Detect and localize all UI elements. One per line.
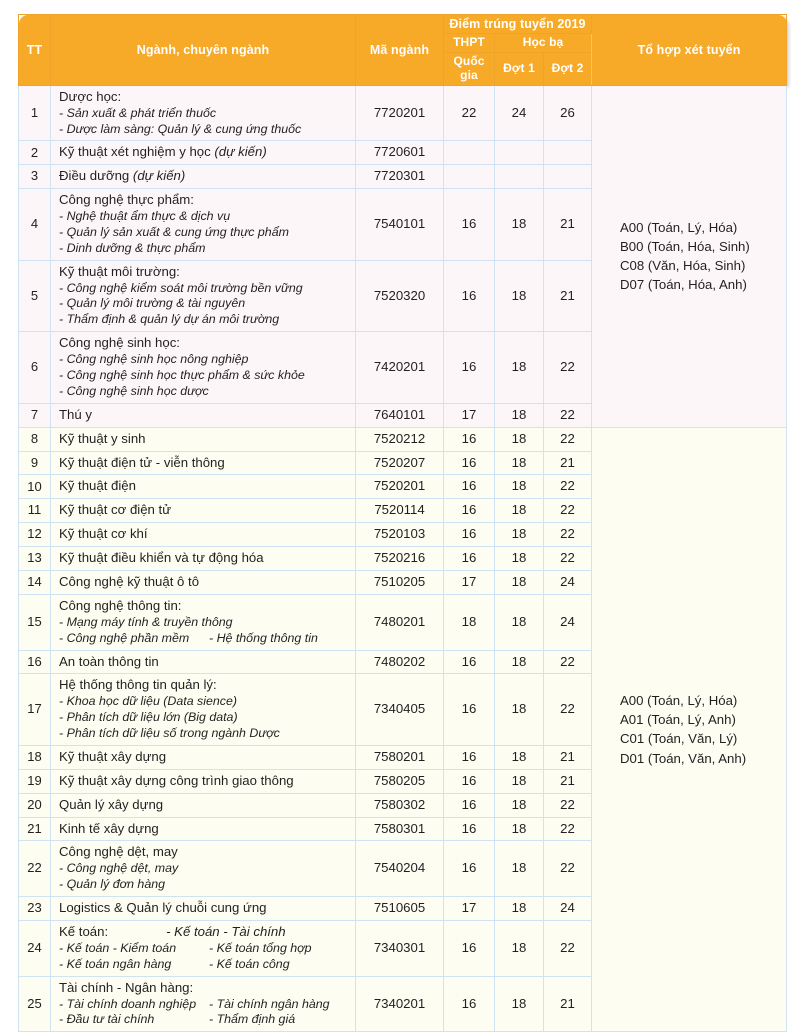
cell-tt: 8 — [19, 427, 51, 451]
cell-tt: 19 — [19, 769, 51, 793]
cell-major — [51, 499, 356, 523]
cell-dot1: 18 — [495, 332, 544, 404]
cell-dot2: 22 — [544, 793, 592, 817]
specialisation-item: - Công nghệ dệt, may — [59, 861, 179, 876]
cell-thpt: 16 — [444, 189, 495, 261]
specialisation-list — [59, 997, 351, 1029]
major-title: Dược học: — [59, 88, 122, 104]
combo-line: D01 (Toán, Văn, Anh) — [620, 750, 747, 766]
specialisation-col-b: - Thẩm định giá — [209, 1012, 296, 1027]
cell-dot1: 18 — [495, 841, 544, 897]
cell-thpt: 16 — [444, 427, 495, 451]
specialisation-col-b: - Kế toán công — [209, 956, 290, 971]
cell-code: 7510205 — [356, 570, 444, 594]
cell-major — [51, 897, 356, 921]
cell-code: 7720301 — [356, 165, 444, 189]
cell-tt: 15 — [19, 594, 51, 650]
cell-thpt: 16 — [444, 475, 495, 499]
cell-dot1 — [495, 141, 544, 165]
cell-code: 7480202 — [356, 650, 444, 674]
major-title: Tài chính - Ngân hàng: — [59, 979, 194, 995]
cell-thpt: 16 — [444, 769, 495, 793]
cell-dot2: 21 — [544, 260, 592, 332]
cell-thpt: 16 — [444, 745, 495, 769]
cell-thpt: 16 — [444, 451, 495, 475]
cell-code: 7520201 — [356, 475, 444, 499]
cell-thpt: 16 — [444, 332, 495, 404]
specialisation-item — [59, 1012, 351, 1028]
specialisation-item — [59, 631, 351, 647]
major-title: An toàn thông tin — [59, 653, 159, 669]
cell-dot2: 22 — [544, 817, 592, 841]
cell-thpt: 18 — [444, 594, 495, 650]
cell-dot2 — [544, 165, 592, 189]
cell-dot2: 22 — [544, 674, 592, 746]
cell-tt: 17 — [19, 674, 51, 746]
cell-tt: 18 — [19, 745, 51, 769]
specialisation-list — [59, 352, 351, 400]
cell-code: 7580201 — [356, 745, 444, 769]
cell-thpt: 16 — [444, 523, 495, 547]
cell-dot2: 24 — [544, 897, 592, 921]
cell-major — [51, 165, 356, 189]
cell-combo-group — [592, 427, 787, 1032]
cell-major — [51, 427, 356, 451]
cell-major — [51, 921, 356, 977]
cell-major — [51, 85, 356, 141]
cell-major — [51, 650, 356, 674]
cell-major — [51, 547, 356, 571]
cell-major — [51, 841, 356, 897]
cell-thpt: 16 — [444, 499, 495, 523]
major-title: Kỹ thuật xây dựng công trình giao thông — [59, 772, 294, 788]
cell-major — [51, 332, 356, 404]
cell-thpt: 16 — [444, 547, 495, 571]
specialisation-item: - Phân tích dữ liệu lớn (Big data) — [59, 710, 238, 725]
cell-dot1: 18 — [495, 594, 544, 650]
cell-dot2: 22 — [544, 841, 592, 897]
cell-dot2: 22 — [544, 403, 592, 427]
combo-line: A00 (Toán, Lý, Hóa) — [620, 219, 738, 235]
cell-dot2: 22 — [544, 499, 592, 523]
specialisation-col-b: - Tài chính ngân hàng — [209, 996, 330, 1011]
specialisation-col-a: - Tài chính doanh nghiệp — [59, 996, 197, 1011]
specialisation-item: - Công nghệ kiểm soát môi trường bền vững — [59, 280, 303, 295]
cell-code: 7520320 — [356, 260, 444, 332]
cell-major — [51, 570, 356, 594]
cell-tt: 11 — [19, 499, 51, 523]
specialisation-col-b: - Kế toán tổng hợp — [209, 940, 312, 955]
specialisation-item: - Dược làm sàng: Quản lý & cung ứng thuốc — [59, 121, 302, 136]
cell-major — [51, 674, 356, 746]
specialisation-item: - Quản lý môi trường & tài nguyên — [59, 296, 246, 311]
cell-code: 7540204 — [356, 841, 444, 897]
cell-thpt: 16 — [444, 650, 495, 674]
major-title: Công nghệ kỹ thuật ô tô — [59, 573, 200, 589]
major-title: Kỹ thuật cơ khí — [59, 526, 148, 542]
cell-major — [51, 769, 356, 793]
cell-code: 7510605 — [356, 897, 444, 921]
specialisation-list — [59, 281, 351, 329]
cell-thpt: 16 — [444, 976, 495, 1032]
cell-major — [51, 976, 356, 1032]
table-body — [19, 85, 787, 1032]
cell-dot1: 18 — [495, 427, 544, 451]
cell-code: 7480201 — [356, 594, 444, 650]
cell-dot1: 18 — [495, 451, 544, 475]
header-dot1: Đợt 1 — [495, 53, 544, 86]
cell-major — [51, 745, 356, 769]
specialisation-list — [59, 941, 351, 973]
cell-dot2: 21 — [544, 451, 592, 475]
cell-dot2: 21 — [544, 769, 592, 793]
table-header — [19, 15, 787, 86]
cell-code: 7580301 — [356, 817, 444, 841]
cell-major — [51, 260, 356, 332]
cell-dot2: 22 — [544, 332, 592, 404]
cell-dot1: 18 — [495, 499, 544, 523]
cell-tt: 14 — [19, 570, 51, 594]
cell-dot1: 18 — [495, 793, 544, 817]
header-dot2: Đợt 2 — [544, 53, 592, 86]
major-title: Điều dưỡng (dự kiến) — [59, 168, 186, 184]
major-title: Kinh tế xây dựng — [59, 820, 159, 836]
combo-line: A00 (Toán, Lý, Hóa) — [620, 693, 738, 709]
cell-dot1: 18 — [495, 547, 544, 571]
cell-dot2 — [544, 141, 592, 165]
specialisation-list — [59, 615, 351, 647]
cell-thpt: 16 — [444, 921, 495, 977]
specialisation-list — [59, 106, 351, 138]
major-title: Thú y — [59, 406, 92, 422]
cell-combo-group — [592, 85, 787, 427]
admission-score-table — [18, 14, 787, 1032]
specialisation-item: - Phân tích dữ liệu số trong ngành Dược — [59, 726, 280, 741]
major-title: Công nghệ thông tin: — [59, 597, 182, 613]
cell-thpt: 16 — [444, 841, 495, 897]
specialisation-list — [59, 861, 351, 893]
cell-dot1: 18 — [495, 570, 544, 594]
cell-code: 7720201 — [356, 85, 444, 141]
cell-thpt: 17 — [444, 570, 495, 594]
major-title: Kỹ thuật điện tử - viễn thông — [59, 454, 225, 470]
specialisation-item — [59, 941, 351, 957]
header-tt: TT — [19, 15, 51, 86]
cell-dot2: 22 — [544, 547, 592, 571]
cell-dot1: 18 — [495, 523, 544, 547]
cell-code: 7420201 — [356, 332, 444, 404]
cell-thpt — [444, 141, 495, 165]
cell-dot2: 26 — [544, 85, 592, 141]
cell-dot2: 22 — [544, 427, 592, 451]
cell-dot1: 18 — [495, 260, 544, 332]
cell-code: 7520207 — [356, 451, 444, 475]
cell-code: 7520103 — [356, 523, 444, 547]
major-title: Quản lý xây dựng — [59, 796, 164, 812]
cell-dot1: 18 — [495, 769, 544, 793]
specialisation-item: - Khoa học dữ liệu (Data sience) — [59, 694, 237, 709]
specialisation-col-a: - Đầu tư tài chính — [59, 1012, 155, 1027]
cell-dot1: 18 — [495, 745, 544, 769]
cell-tt: 16 — [19, 650, 51, 674]
cell-code: 7580302 — [356, 793, 444, 817]
cell-dot1: 18 — [495, 817, 544, 841]
specialisation-col-b: - Hệ thống thông tin — [209, 630, 318, 645]
specialisation-list — [59, 209, 351, 257]
major-title: Kỹ thuật y sinh — [59, 430, 146, 446]
specialisation-item: - Sản xuất & phát triển thuốc — [59, 105, 217, 120]
major-title: Hệ thống thông tin quản lý: — [59, 677, 217, 693]
major-title: Kỹ thuật điện — [59, 478, 136, 494]
cell-major — [51, 141, 356, 165]
table-row — [19, 427, 787, 451]
combo-line: A01 (Toán, Lý, Anh) — [620, 712, 736, 728]
cell-code: 7340301 — [356, 921, 444, 977]
specialisation-list — [59, 694, 351, 742]
cell-major — [51, 594, 356, 650]
cell-tt: 4 — [19, 189, 51, 261]
cell-tt: 22 — [19, 841, 51, 897]
specialisation-item: - Quản lý sản xuất & cung ứng thực phẩm — [59, 224, 289, 239]
combo-line: C08 (Văn, Hóa, Sinh) — [620, 258, 746, 274]
cell-dot2: 22 — [544, 523, 592, 547]
cell-dot1: 18 — [495, 921, 544, 977]
cell-dot2: 22 — [544, 475, 592, 499]
specialisation-item: - Nghệ thuật ẩm thực & dịch vụ — [59, 209, 231, 224]
specialisation-item — [59, 957, 351, 973]
header-major: Ngành, chuyên ngành — [51, 15, 356, 86]
cell-thpt: 16 — [444, 674, 495, 746]
major-title: Kỹ thuật xét nghiệm y học (dự kiến) — [59, 144, 267, 160]
cell-code: 7520212 — [356, 427, 444, 451]
combo-line: B00 (Toán, Hóa, Sinh) — [620, 239, 750, 255]
cell-code: 7340201 — [356, 976, 444, 1032]
cell-tt: 9 — [19, 451, 51, 475]
major-note: (dự kiến) — [210, 144, 267, 160]
cell-dot2: 24 — [544, 570, 592, 594]
cell-tt: 13 — [19, 547, 51, 571]
cell-code: 7580205 — [356, 769, 444, 793]
major-title: Kỹ thuật cơ điện tử — [59, 502, 172, 518]
cell-dot1: 18 — [495, 403, 544, 427]
major-title: Kế toán: - Kế toán - Tài chính — [59, 924, 286, 939]
major-title-colb: - Kế toán - Tài chính — [166, 924, 286, 939]
cell-dot1: 18 — [495, 897, 544, 921]
combo-line: C01 (Toán, Văn, Lý) — [620, 731, 738, 747]
cell-major — [51, 817, 356, 841]
cell-thpt: 17 — [444, 897, 495, 921]
cell-tt: 25 — [19, 976, 51, 1032]
cell-dot1: 24 — [495, 85, 544, 141]
cell-code: 7520114 — [356, 499, 444, 523]
major-title: Công nghệ thực phẩm: — [59, 192, 194, 208]
specialisation-item: - Dinh dưỡng & thực phẩm — [59, 240, 206, 255]
cell-thpt: 17 — [444, 403, 495, 427]
cell-code: 7720601 — [356, 141, 444, 165]
cell-dot2: 22 — [544, 921, 592, 977]
specialisation-item: - Quản lý đơn hàng — [59, 877, 165, 892]
cell-dot1: 18 — [495, 976, 544, 1032]
cell-dot2: 22 — [544, 650, 592, 674]
cell-thpt: 22 — [444, 85, 495, 141]
cell-thpt: 16 — [444, 260, 495, 332]
major-note: (dự kiến) — [129, 168, 186, 184]
cell-dot1 — [495, 165, 544, 189]
specialisation-col-a: - Công nghệ phần mềm — [59, 630, 190, 645]
cell-tt: 21 — [19, 817, 51, 841]
cell-thpt: 16 — [444, 793, 495, 817]
header-hocba: Học bạ — [495, 34, 592, 53]
cell-thpt: 16 — [444, 817, 495, 841]
cell-tt: 3 — [19, 165, 51, 189]
cell-tt: 6 — [19, 332, 51, 404]
cell-major — [51, 523, 356, 547]
cell-code: 7640101 — [356, 403, 444, 427]
cell-code: 7340405 — [356, 674, 444, 746]
header-score-group: Điểm trúng tuyển 2019 — [444, 15, 592, 34]
cell-dot1: 18 — [495, 650, 544, 674]
cell-tt: 7 — [19, 403, 51, 427]
cell-tt: 23 — [19, 897, 51, 921]
cell-code: 7540101 — [356, 189, 444, 261]
specialisation-item: - Thẩm định & quản lý dự án môi trường — [59, 312, 280, 327]
major-title: Kỹ thuật điều khiển và tự động hóa — [59, 550, 264, 566]
major-title: Kỹ thuật môi trường: — [59, 263, 180, 279]
specialisation-item: - Công nghệ sinh học thực phẩm & sức khỏe — [59, 367, 305, 382]
cell-dot1: 18 — [495, 189, 544, 261]
specialisation-item — [59, 997, 351, 1013]
cell-major — [51, 189, 356, 261]
cell-dot2: 21 — [544, 976, 592, 1032]
cell-dot1: 18 — [495, 674, 544, 746]
cell-code: 7520216 — [356, 547, 444, 571]
specialisation-item: - Công nghệ sinh học nông nghiệp — [59, 352, 249, 367]
cell-tt: 1 — [19, 85, 51, 141]
header-thpt-line2: Quốc gia — [444, 53, 495, 86]
cell-dot2: 24 — [544, 594, 592, 650]
cell-tt: 24 — [19, 921, 51, 977]
combo-lines — [620, 218, 782, 295]
major-title: Kỹ thuật xây dựng — [59, 748, 167, 764]
cell-tt: 10 — [19, 475, 51, 499]
specialisation-item: - Công nghệ sinh học dược — [59, 383, 209, 398]
cell-major — [51, 475, 356, 499]
specialisation-item: - Mạng máy tính & truyền thông — [59, 614, 233, 629]
header-thpt-line1: THPT — [444, 34, 495, 53]
specialisation-col-a: - Kế toán - Kiểm toán — [59, 940, 177, 955]
cell-dot2: 21 — [544, 189, 592, 261]
cell-dot2: 21 — [544, 745, 592, 769]
cell-thpt — [444, 165, 495, 189]
combo-lines — [620, 691, 782, 768]
cell-tt: 2 — [19, 141, 51, 165]
cell-major — [51, 793, 356, 817]
major-title: Công nghệ sinh học: — [59, 335, 180, 351]
cell-tt: 20 — [19, 793, 51, 817]
cell-major — [51, 451, 356, 475]
cell-tt: 5 — [19, 260, 51, 332]
header-code: Mã ngành — [356, 15, 444, 86]
cell-tt: 12 — [19, 523, 51, 547]
cell-dot1: 18 — [495, 475, 544, 499]
major-title: Công nghệ dệt, may — [59, 844, 178, 860]
header-combo: Tổ hợp xét tuyển — [592, 15, 787, 86]
combo-line: D07 (Toán, Hóa, Anh) — [620, 277, 747, 293]
table-row — [19, 85, 787, 141]
major-title: Logistics & Quản lý chuỗi cung ứng — [59, 900, 267, 916]
specialisation-col-a: - Kế toán ngân hàng — [59, 956, 172, 971]
cell-major — [51, 403, 356, 427]
